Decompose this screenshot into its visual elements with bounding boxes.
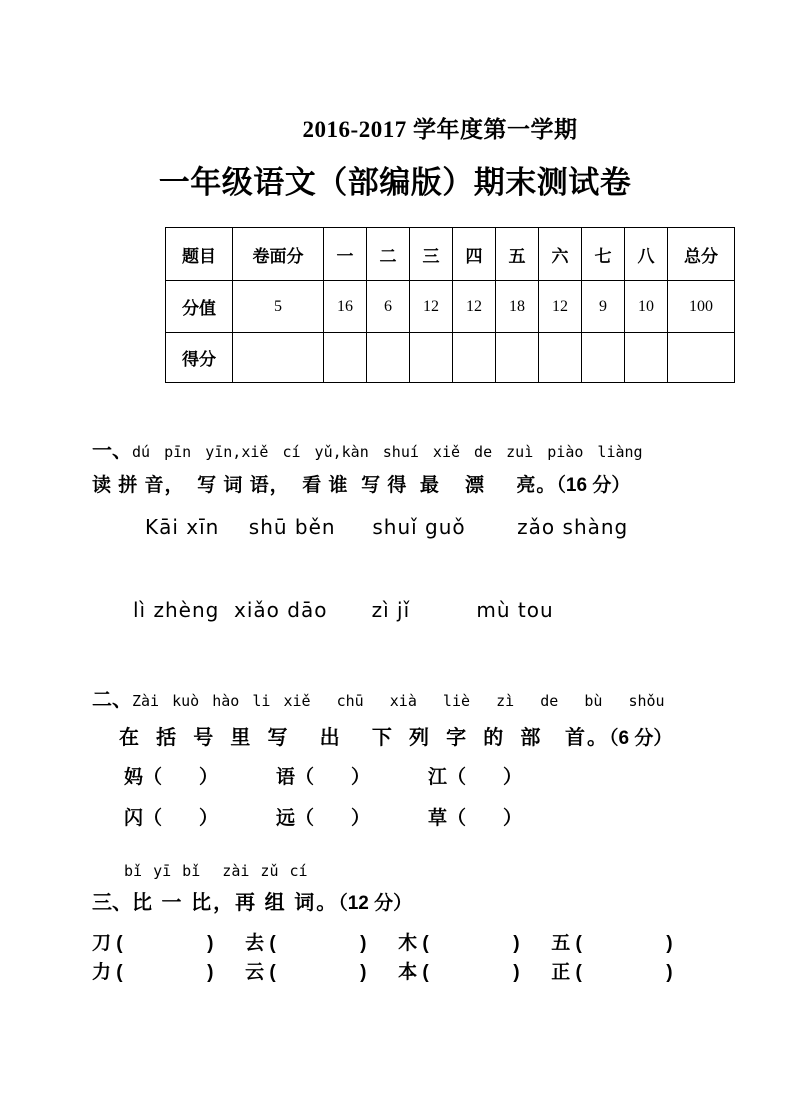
col-header-2: 二 [367, 228, 410, 281]
col-header-5: 五 [496, 228, 539, 281]
score-cell: 5 [233, 281, 324, 333]
earned-cell-blank [233, 333, 324, 383]
col-header-7: 七 [582, 228, 625, 281]
score-cell: 12 [410, 281, 453, 333]
earned-cell-blank [625, 333, 668, 383]
section2-radical-row1: 妈（ ） 语（ ） 江（ ） [124, 767, 522, 788]
table-header-row [166, 228, 735, 281]
score-cell: 100 [668, 281, 735, 333]
section2-number: 二、 [92, 689, 132, 711]
section2-instruction [119, 721, 672, 750]
earned-cell-blank [410, 333, 453, 383]
section3-heading [92, 886, 412, 915]
earned-cell-blank [668, 333, 735, 383]
score-cell: 16 [324, 281, 367, 333]
section3-compare-row1: 刀 ( ) 去 ( ) 木 ( ) 五 ( ) [92, 933, 673, 954]
section2-radical-row2: 闪（ ） 远（ ） 草（ ） [124, 808, 522, 829]
earned-cell-blank [367, 333, 410, 383]
section2-heading [92, 683, 665, 712]
section1-pinyin-words-line2: lì zhèng xiǎo dāo zì jǐ mù tou [133, 598, 554, 622]
earned-cell-blank [324, 333, 367, 383]
section3-points: （12 分） [338, 893, 413, 914]
earned-row-label: 得分 [166, 333, 233, 383]
section1-pinyin-words-line1: Kāi xīn shū běn shuǐ guǒ zǎo shàng [145, 515, 629, 539]
col-header-juanmianfen: 卷面分 [233, 228, 324, 281]
section1-heading [92, 434, 643, 463]
table-earned-row [166, 333, 735, 383]
section1-instruction [92, 470, 630, 497]
section3-compare-row2: 力 ( ) 云 ( ) 本 ( ) 正 ( ) [92, 962, 673, 983]
score-summary-table [165, 227, 735, 383]
section2-heading-pinyin: Zài kuò hào li xiě chū xià liè zì de bù shǒu [132, 692, 665, 710]
earned-cell-blank [453, 333, 496, 383]
section3-heading-pinyin: bǐ yī bǐ zài zǔ cí [124, 862, 308, 880]
col-header-8: 八 [625, 228, 668, 281]
section1-points: （16 分） [556, 475, 631, 496]
term-title: 2016-2017 学年度第一学期 [302, 117, 578, 142]
score-cell: 6 [367, 281, 410, 333]
col-header-3: 三 [410, 228, 453, 281]
table-score-row [166, 281, 735, 333]
section2-points: （6 分） [609, 728, 673, 749]
section3-instruction-text: 比 一 比，再 组 词。 [132, 892, 339, 914]
section1-instruction-text: 读 拼 音， 写 词 语， 看 谁 写 得 最 漂 亮。 [92, 475, 557, 496]
score-cell: 18 [496, 281, 539, 333]
section2-instruction-text: 在 括 号 里 写 出 下 列 字 的 部 首。 [119, 727, 610, 749]
score-row-label: 分值 [166, 281, 233, 333]
earned-cell-blank [582, 333, 625, 383]
col-header-1: 一 [324, 228, 367, 281]
earned-cell-blank [496, 333, 539, 383]
col-header-6: 六 [539, 228, 582, 281]
section3-number: 三、 [92, 892, 132, 914]
score-cell: 12 [539, 281, 582, 333]
section1-number: 一、 [92, 440, 132, 462]
paper-title: 一年级语文（部编版）期末测试卷 [158, 165, 632, 200]
col-header-4: 四 [453, 228, 496, 281]
score-cell: 9 [582, 281, 625, 333]
col-header-timu: 题目 [166, 228, 233, 281]
score-cell: 10 [625, 281, 668, 333]
col-header-zongfen: 总分 [668, 228, 735, 281]
earned-cell-blank [539, 333, 582, 383]
score-cell: 12 [453, 281, 496, 333]
section1-heading-pinyin: dú pīn yīn,xiě cí yǔ,kàn shuí xiě de zuì piào liàng [132, 443, 643, 461]
